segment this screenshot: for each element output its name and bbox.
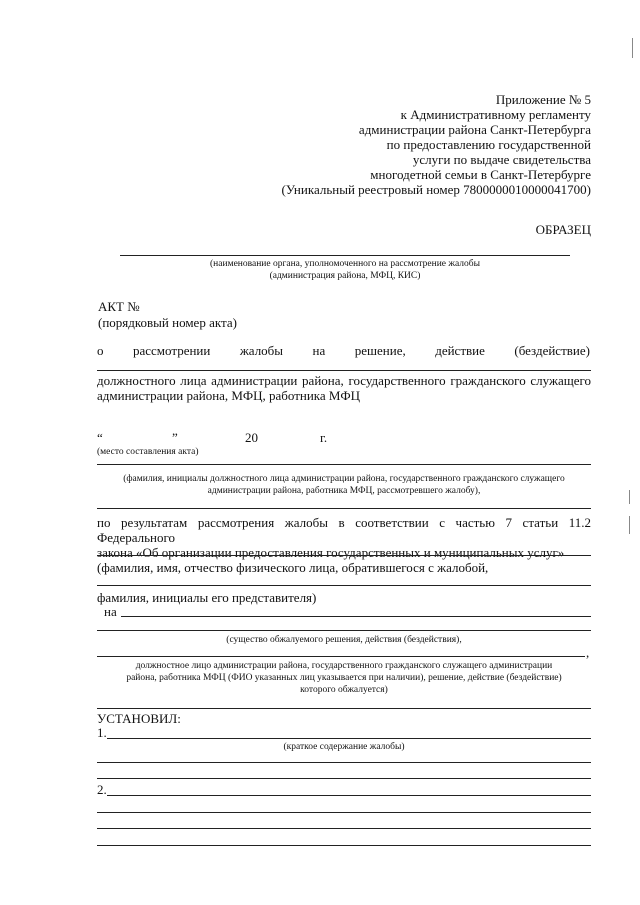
results-line: по результатам рассмотрения жалобы в соответствии с частью 7 статьи 11.2 Федерального (97, 515, 591, 545)
official-caption-line: которого обжалуется) (300, 685, 388, 695)
official-caption (97, 660, 591, 696)
scan-edge-mark (629, 516, 630, 534)
official-line: должностного лица администрации района, государственного гражданского служащего (97, 373, 591, 388)
appendix-header (171, 92, 591, 197)
act-number-caption: (порядковый номер акта) (98, 315, 237, 330)
about-word: действие (435, 343, 485, 358)
item-2-line (107, 795, 591, 796)
about-word: (бездействие) (514, 343, 590, 358)
item-2-number: 2. (97, 782, 107, 797)
scan-edge-mark (629, 490, 630, 504)
organ-name-line (120, 255, 570, 256)
reviewer-caption-line: администрации района, работника МФЦ, рассмотревшего жалобу), (207, 486, 481, 496)
header-line: по предоставлению государственной (386, 137, 591, 152)
about-word: о (97, 343, 104, 358)
summary-caption: (краткое содержание жалобы) (283, 742, 405, 752)
established-label: УСТАНОВИЛ: (97, 711, 181, 726)
official-line-blank (97, 656, 585, 657)
date-year-suffix: г. (320, 430, 328, 445)
about-word: решение, (354, 343, 406, 358)
item-1-number: 1. (97, 725, 107, 740)
on-line (121, 616, 591, 617)
header-line: администрации района Санкт-Петербурга (358, 122, 591, 137)
applicant-line (97, 585, 591, 586)
results-text (97, 515, 591, 560)
official-line: администрации района, МФЦ, работника МФЦ (97, 388, 360, 403)
results-line: закона «Об организации предоставления государственных и муниципальных услуг» (97, 545, 565, 560)
essence-caption: (существо обжалуемого решения, действия (бездействия), (226, 635, 462, 645)
place-caption: (место составления акта) (97, 447, 199, 457)
reviewer-caption (97, 473, 591, 497)
about-word: рассмотрении (132, 343, 211, 358)
official-caption-underline (97, 708, 591, 709)
summary-line-1 (97, 762, 591, 763)
summary-line-2 (97, 778, 591, 779)
organ-caption-line: (наименование органа, уполномоченного на рассмотрение жалобы (210, 259, 480, 269)
item-2-line-3 (97, 828, 591, 829)
item-1-line (107, 738, 591, 739)
applicant-caption-2: фамилия, инициалы его представителя) (97, 590, 317, 605)
applicant-caption-1: (фамилия, имя, отчество физического лица, обратившегося с жалобой, (97, 560, 489, 575)
header-line: Приложение № 5 (495, 92, 591, 107)
date-close-quote: ” (172, 430, 178, 445)
item-2-line-4 (97, 845, 591, 846)
reviewer-line (97, 464, 591, 465)
results-underline (97, 555, 591, 556)
reviewer-line-2 (97, 508, 591, 509)
official-description (97, 373, 591, 403)
act-about-line (97, 343, 590, 358)
essence-line (97, 630, 591, 631)
about-word: жалобы (239, 343, 284, 358)
scan-edge-mark (632, 38, 633, 58)
organ-caption (95, 258, 595, 282)
official-caption-line: должностное лицо администрации района, государственного гражданского служащего администрации (135, 661, 553, 671)
header-line: многодетной семьи в Санкт-Петербурге (370, 167, 591, 182)
sample-label: ОБРАЗЕЦ (535, 222, 591, 237)
about-word: на (312, 343, 326, 358)
act-title: АКТ № (98, 299, 140, 314)
about-line-underline (97, 370, 591, 371)
date-year: 20 (245, 430, 258, 445)
item-2-line-2 (97, 812, 591, 813)
organ-caption-line: (администрация района, МФЦ, КИС) (269, 271, 421, 281)
header-line: (Уникальный реестровый номер 7800000010000041700) (281, 182, 591, 197)
reviewer-caption-line: (фамилия, инициалы должностного лица администрации района, государственного гражданского служащего (123, 474, 565, 484)
official-caption-line: района, работника МФЦ (ФИО указанных лиц указывается при наличии), решение, действие (бездействие) (126, 673, 562, 683)
trailing-comma: , (586, 645, 590, 660)
header-line: к Административному регламенту (400, 107, 591, 122)
on-label: на (104, 604, 117, 619)
date-open-quote: “ (97, 430, 103, 445)
header-line: услуги по выдаче свидетельства (412, 152, 591, 167)
